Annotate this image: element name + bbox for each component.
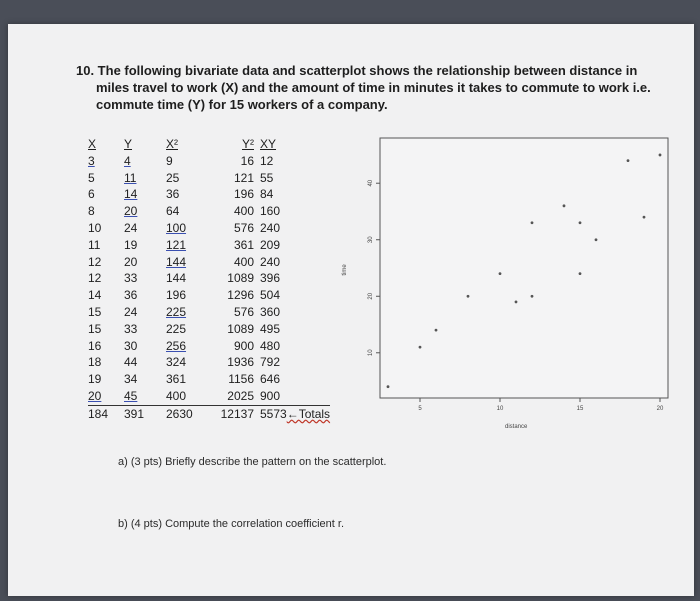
x-tick-label: 10 <box>496 406 504 412</box>
x-axis-label: distance <box>505 424 528 430</box>
cell-y-squared: 1089 <box>227 271 254 286</box>
cell-x-squared: 64 <box>166 204 180 219</box>
cell-x: 16 <box>88 338 102 353</box>
cell-y-squared: 1089 <box>227 321 254 336</box>
cell-y-squared: 1296 <box>227 288 254 303</box>
cell-x-squared: 225 <box>166 321 187 336</box>
scatter-point <box>531 295 534 298</box>
cell-xy: 240 <box>260 220 281 235</box>
cell-y-squared: 121 <box>233 170 254 185</box>
cell-y-squared: 2025 <box>227 388 254 403</box>
cell-xy: 504 <box>260 288 281 303</box>
cell-y-squared: 400 <box>233 254 254 269</box>
scatter-point <box>563 204 566 207</box>
cell-y-squared: 1936 <box>227 355 254 370</box>
cell-y: 45 <box>124 388 138 403</box>
cell-x: 14 <box>88 288 102 303</box>
cell-x: 18 <box>88 355 102 370</box>
scatter-point <box>579 272 582 275</box>
cell-x-squared: 100 <box>166 220 187 235</box>
cell-xy: 396 <box>260 271 281 286</box>
cell-y: 36 <box>124 288 138 303</box>
cell-y: 24 <box>124 220 138 235</box>
total-x: 184 <box>88 406 109 421</box>
scatter-point <box>499 272 502 275</box>
cell-x-squared: 196 <box>166 288 187 303</box>
cell-y-squared: 576 <box>233 304 254 319</box>
cell-x-squared: 400 <box>166 388 187 403</box>
cell-y: 4 <box>124 153 131 168</box>
scatter-point <box>579 221 582 224</box>
header-y: Y <box>124 137 133 151</box>
cell-y-squared: 1156 <box>228 372 254 387</box>
scatter-point <box>659 154 662 157</box>
total-xy: 5573 <box>260 406 287 421</box>
cell-xy: 160 <box>260 204 281 219</box>
cell-y: 24 <box>124 304 138 319</box>
scatter-point <box>419 346 422 349</box>
cell-y: 14 <box>124 187 138 202</box>
cell-y: 20 <box>124 254 138 269</box>
cell-x-squared: 256 <box>166 338 187 353</box>
cell-x-squared: 9 <box>166 153 173 168</box>
plot-frame <box>380 138 668 398</box>
header-x-squared: X² <box>166 137 178 151</box>
cell-y: 30 <box>124 338 138 353</box>
cell-xy: 240 <box>260 254 281 269</box>
cell-xy: 360 <box>260 304 281 319</box>
totals-label: ←Totals <box>286 406 331 421</box>
cell-xy: 55 <box>260 170 274 185</box>
cell-x: 10 <box>88 220 102 235</box>
header-xy: XY <box>260 137 277 151</box>
cell-y: 34 <box>124 372 138 387</box>
cell-x-squared: 361 <box>166 372 187 387</box>
cell-x: 12 <box>88 271 102 286</box>
cell-y: 20 <box>124 204 138 219</box>
scatter-point <box>387 385 390 388</box>
x-tick-label: 15 <box>576 406 584 412</box>
cell-x: 15 <box>88 321 102 336</box>
cell-x-squared: 36 <box>166 187 180 202</box>
cell-x: 8 <box>88 204 95 219</box>
header-x: X <box>88 137 97 151</box>
total-y: 391 <box>124 406 145 421</box>
part-b-prompt: b) (4 pts) Compute the correlation coefficient r. <box>118 518 345 530</box>
cell-x: 6 <box>88 187 95 202</box>
cell-x: 3 <box>88 153 95 168</box>
question-line-3: commute time (Y) for 15 workers of a company. <box>96 97 388 112</box>
cell-y-squared: 900 <box>233 338 254 353</box>
scatter-point <box>467 295 470 298</box>
cell-xy: 495 <box>260 321 281 336</box>
cell-y-squared: 196 <box>233 187 254 202</box>
y-tick-label: 30 <box>368 236 374 244</box>
cell-x: 19 <box>88 372 102 387</box>
cell-y-squared: 400 <box>233 204 254 219</box>
cell-x: 20 <box>88 388 102 403</box>
header-y-squared: Y² <box>242 137 254 151</box>
scatter-point <box>515 301 518 304</box>
y-tick-label: 20 <box>368 292 374 300</box>
scatter-point <box>595 238 598 241</box>
cell-xy: 209 <box>260 237 281 252</box>
cell-xy: 84 <box>260 187 274 202</box>
cell-x: 12 <box>88 254 102 269</box>
scatter-point <box>643 216 646 219</box>
y-tick-label: 10 <box>368 349 374 357</box>
cell-y: 33 <box>124 271 138 286</box>
y-tick-label: 40 <box>368 179 374 187</box>
cell-x-squared: 324 <box>166 355 187 370</box>
cell-x-squared: 144 <box>166 271 187 286</box>
cell-y: 44 <box>124 355 138 370</box>
cell-x-squared: 144 <box>166 254 187 269</box>
cell-y-squared: 16 <box>240 153 254 168</box>
cell-y-squared: 361 <box>233 237 254 252</box>
x-tick-label: 20 <box>656 406 664 412</box>
cell-xy: 12 <box>260 153 274 168</box>
scatter-point <box>435 329 438 332</box>
cell-x-squared: 25 <box>166 170 180 185</box>
total-y-squared: 12137 <box>220 406 254 421</box>
cell-xy: 900 <box>260 388 281 403</box>
cell-x-squared: 225 <box>166 304 187 319</box>
cell-y-squared: 576 <box>233 220 254 235</box>
cell-x: 15 <box>88 304 102 319</box>
cell-x: 5 <box>88 170 95 185</box>
total-x-squared: 2630 <box>166 406 193 421</box>
cell-xy: 792 <box>260 355 281 370</box>
cell-x-squared: 121 <box>166 237 187 252</box>
x-tick-label: 5 <box>418 406 422 412</box>
cell-x: 11 <box>88 237 101 252</box>
part-a-prompt: a) (3 pts) Briefly describe the pattern on the scatterplot. <box>118 456 387 468</box>
y-axis-label: time <box>342 264 348 276</box>
question-line-2: miles travel to work (X) and the amount of time in minutes it takes to commute to work i.e. <box>96 80 651 95</box>
cell-y: 19 <box>124 237 138 252</box>
cell-xy: 480 <box>260 338 281 353</box>
question-line-1: 10. The following bivariate data and scatterplot shows the relationship between distance in <box>76 63 638 78</box>
scatter-point <box>531 221 534 224</box>
cell-y: 33 <box>124 321 138 336</box>
cell-xy: 646 <box>260 372 281 387</box>
scatter-point <box>627 159 630 162</box>
cell-y: 11 <box>124 170 137 185</box>
